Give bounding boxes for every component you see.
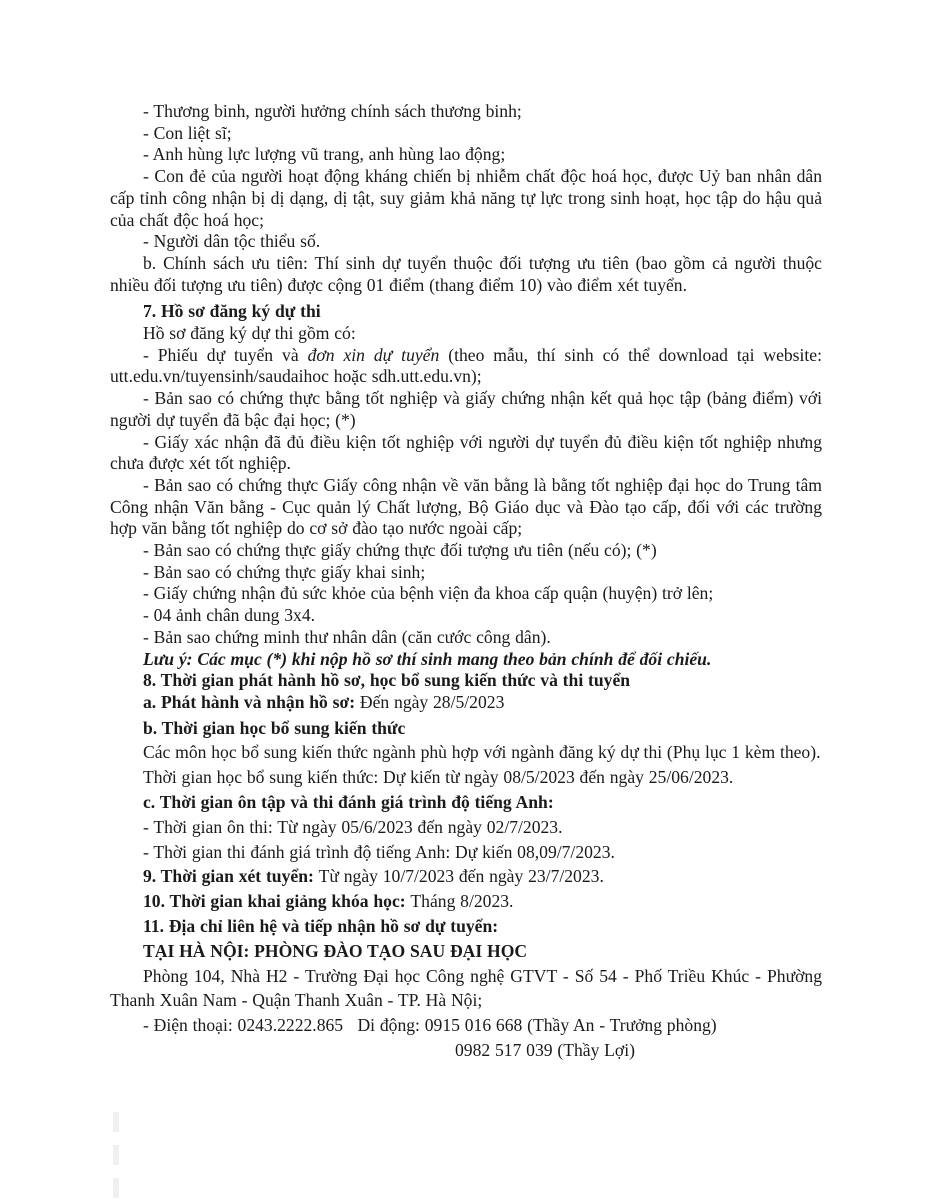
doc-text-segment: 9. Thời gian xét tuyển: [143, 866, 319, 887]
doc-text-segment: b. Chính sách ưu tiên: Thí sinh dự tuyển thuộc đối tượng ưu tiên (bao gồm cả người thuộc nhiều đối tượng ưu tiên) được cộng 01 điểm (thang điểm 10) vào điểm xét tuyển. [110, 252, 822, 295]
doc-text-segment: đơn xin dự tuyển [307, 344, 440, 365]
section-8b-schedule [110, 765, 822, 790]
dossier-item-cmnd [110, 627, 822, 649]
dossier-item-giay-suc-khoe [110, 583, 822, 605]
doc-text-segment: - Điện thoại: 0243.2222.865 Di động: 0915 016 668 (Thầy An - Trưởng phòng) [143, 1015, 717, 1036]
doc-text-segment: - Thời gian thi đánh giá trình độ tiếng Anh: Dự kiến 08,09/7/2023. [143, 841, 615, 862]
section-8b-paragraph [110, 740, 822, 765]
doc-text-segment: Phòng 104, Nhà H2 - Trường Đại học Công nghệ GTVT - Số 54 - Phố Triều Khúc - Phường Thanh Xuân Nam - Quận Thanh Xuân - TP. Hà Nội; [110, 965, 822, 1011]
hanoi-office-heading [110, 939, 822, 964]
dossier-item-anh-chan-dung [110, 605, 822, 627]
priority-policy-paragraph [110, 253, 822, 296]
doc-text-segment: 11. Địa chỉ liên hệ và tiếp nhận hồ sơ dự tuyển: [143, 916, 499, 937]
policy-item-anh-hung [110, 144, 822, 166]
doc-text-segment: b. Thời gian học bổ sung kiến thức [143, 717, 406, 738]
doc-text-segment: - Thời gian ôn thi: Từ ngày 05/6/2023 đến ngày 02/7/2023. [143, 816, 563, 837]
section-8-heading [110, 670, 822, 692]
doc-text-segment: - Con đẻ của người hoạt động kháng chiến bị nhiễm chất độc hoá học, được Uỷ ban nhân dân cấp tỉnh công nhận bị dị dạng, dị tật, suy giảm khả năng tự lực trong sinh hoạt, học tập do hậu quả của chất độc hoá học; [110, 166, 822, 230]
doc-text-segment: - Anh hùng lực lượng vũ trang, anh hùng lao động; [143, 144, 506, 165]
doc-text-segment: - Thương binh, người hưởng chính sách thương binh; [143, 101, 522, 121]
doc-text-segment: - Bản sao có chứng thực giấy khai sinh; [143, 561, 426, 582]
dossier-item-bang-tot-nghiep [110, 388, 822, 431]
doc-text-segment: Từ ngày 10/7/2023 đến ngày 23/7/2023. [318, 866, 604, 887]
doc-text-segment: - Bản sao có chứng thực giấy chứng thực đối tượng ưu tiên (nếu có); (*) [143, 540, 657, 561]
doc-text-segment: Các môn học bổ sung kiến thức ngành phù hợp với ngành đăng ký dự thi (Phụ lục 1 kèm theo). [143, 742, 821, 763]
policy-item-dan-toc-thieu-so [110, 231, 822, 253]
scan-artifact [113, 1112, 119, 1200]
section-7-heading [110, 301, 822, 323]
doc-text-segment: (theo mẫu, thí sinh có thể download tại website: utt.edu.vn/tuyensinh/saudaihoc hoặc sdh.utt.edu.vn); [110, 344, 823, 387]
doc-text-segment: - Bản sao có chứng thực Giấy công nhận về văn bằng là bằng tốt nghiệp đại học do Trung tâm Công nhận Văn bằng - Cục quản lý Chất lượng, Bộ Giáo dục và Đào tạo cấp, đối với các trường hợp văn bằng tốt nghiệp do cơ sở đào tạo nước ngoài cấp; [110, 474, 822, 539]
section-8c-thi-danh-gia [110, 840, 822, 865]
dossier-item-giay-xac-nhan [110, 432, 822, 475]
section-11-heading [110, 914, 822, 939]
doc-text-segment: 7. Hồ sơ đăng ký dự thi [143, 301, 321, 322]
hanoi-address [110, 964, 822, 1014]
dossier-intro [110, 323, 822, 345]
doc-text-segment: Tháng 8/2023. [410, 891, 514, 912]
doc-text-segment: Lưu ý: Các mục (*) khi nộp hồ sơ thí sinh mang theo bản chính để đối chiếu. [143, 648, 712, 669]
doc-text-segment: - Giấy xác nhận đã đủ điều kiện tốt nghiệp với người dự tuyển đủ điều kiện tốt nghiệp nhưng chưa được xét tốt nghiệp. [110, 431, 822, 474]
contact-phone-2 [110, 1038, 822, 1063]
doc-text-segment: Đến ngày 28/5/2023 [359, 691, 505, 712]
section-8b-heading [110, 716, 822, 741]
doc-text-segment: a. Phát hành và nhận hồ sơ: [143, 691, 360, 712]
dossier-item-phieu-du-tuyen [110, 345, 822, 388]
doc-text-segment: - Phiếu dự tuyển và [143, 344, 308, 365]
doc-text-segment: Thời gian học bổ sung kiến thức: Dự kiến từ ngày 08/5/2023 đến ngày 25/06/2023. [143, 767, 734, 788]
section-9-line [110, 864, 822, 889]
section-8a-line [110, 692, 822, 714]
doc-text-segment: - Bản sao có chứng thực bằng tốt nghiệp và giấy chứng nhận kết quả học tập (bảng điểm) với người dự tuyển đã bậc đại học; (*) [110, 388, 822, 430]
dossier-item-giay-khai-sinh [110, 562, 822, 584]
contact-phones [110, 1013, 822, 1038]
doc-text-segment: c. Thời gian ôn tập và thi đánh giá trình độ tiếng Anh: [143, 792, 554, 813]
doc-text-segment: - Con liệt sĩ; [143, 122, 232, 143]
doc-text-segment: - 04 ảnh chân dung 3x4. [143, 605, 316, 626]
doc-text-segment: 8. Thời gian phát hành hồ sơ, học bổ sung kiến thức và thi tuyển [143, 670, 631, 691]
section-8c-heading [110, 790, 822, 815]
policy-item-thuong-binh [110, 101, 822, 123]
doc-text-segment: 0982 517 039 (Thầy Lợi) [455, 1040, 635, 1061]
section-10-line [110, 889, 822, 914]
doc-text-segment: TẠI HÀ NỘI: PHÒNG ĐÀO TẠO SAU ĐẠI HỌC [143, 940, 528, 961]
document-body [110, 101, 822, 1063]
doc-text-segment: - Bản sao chứng minh thư nhân dân (căn cước công dân). [143, 626, 551, 647]
doc-text-segment: 10. Thời gian khai giảng khóa học: [143, 891, 411, 912]
dossier-item-cong-nhan-van-bang [110, 475, 822, 540]
doc-text-segment: - Người dân tộc thiểu số. [143, 231, 321, 252]
dossier-item-doi-tuong-uu-tien [110, 540, 822, 562]
policy-item-con-liet-si [110, 123, 822, 145]
doc-text-segment: Hồ sơ đăng ký dự thi gồm có: [143, 323, 356, 344]
note-luu-y [110, 649, 822, 671]
doc-text-segment: - Giấy chứng nhận đủ sức khỏe của bệnh viện đa khoa cấp quận (huyện) trở lên; [143, 583, 714, 604]
section-8c-on-thi [110, 815, 822, 840]
policy-item-chat-doc-hoa-hoc [110, 166, 822, 231]
